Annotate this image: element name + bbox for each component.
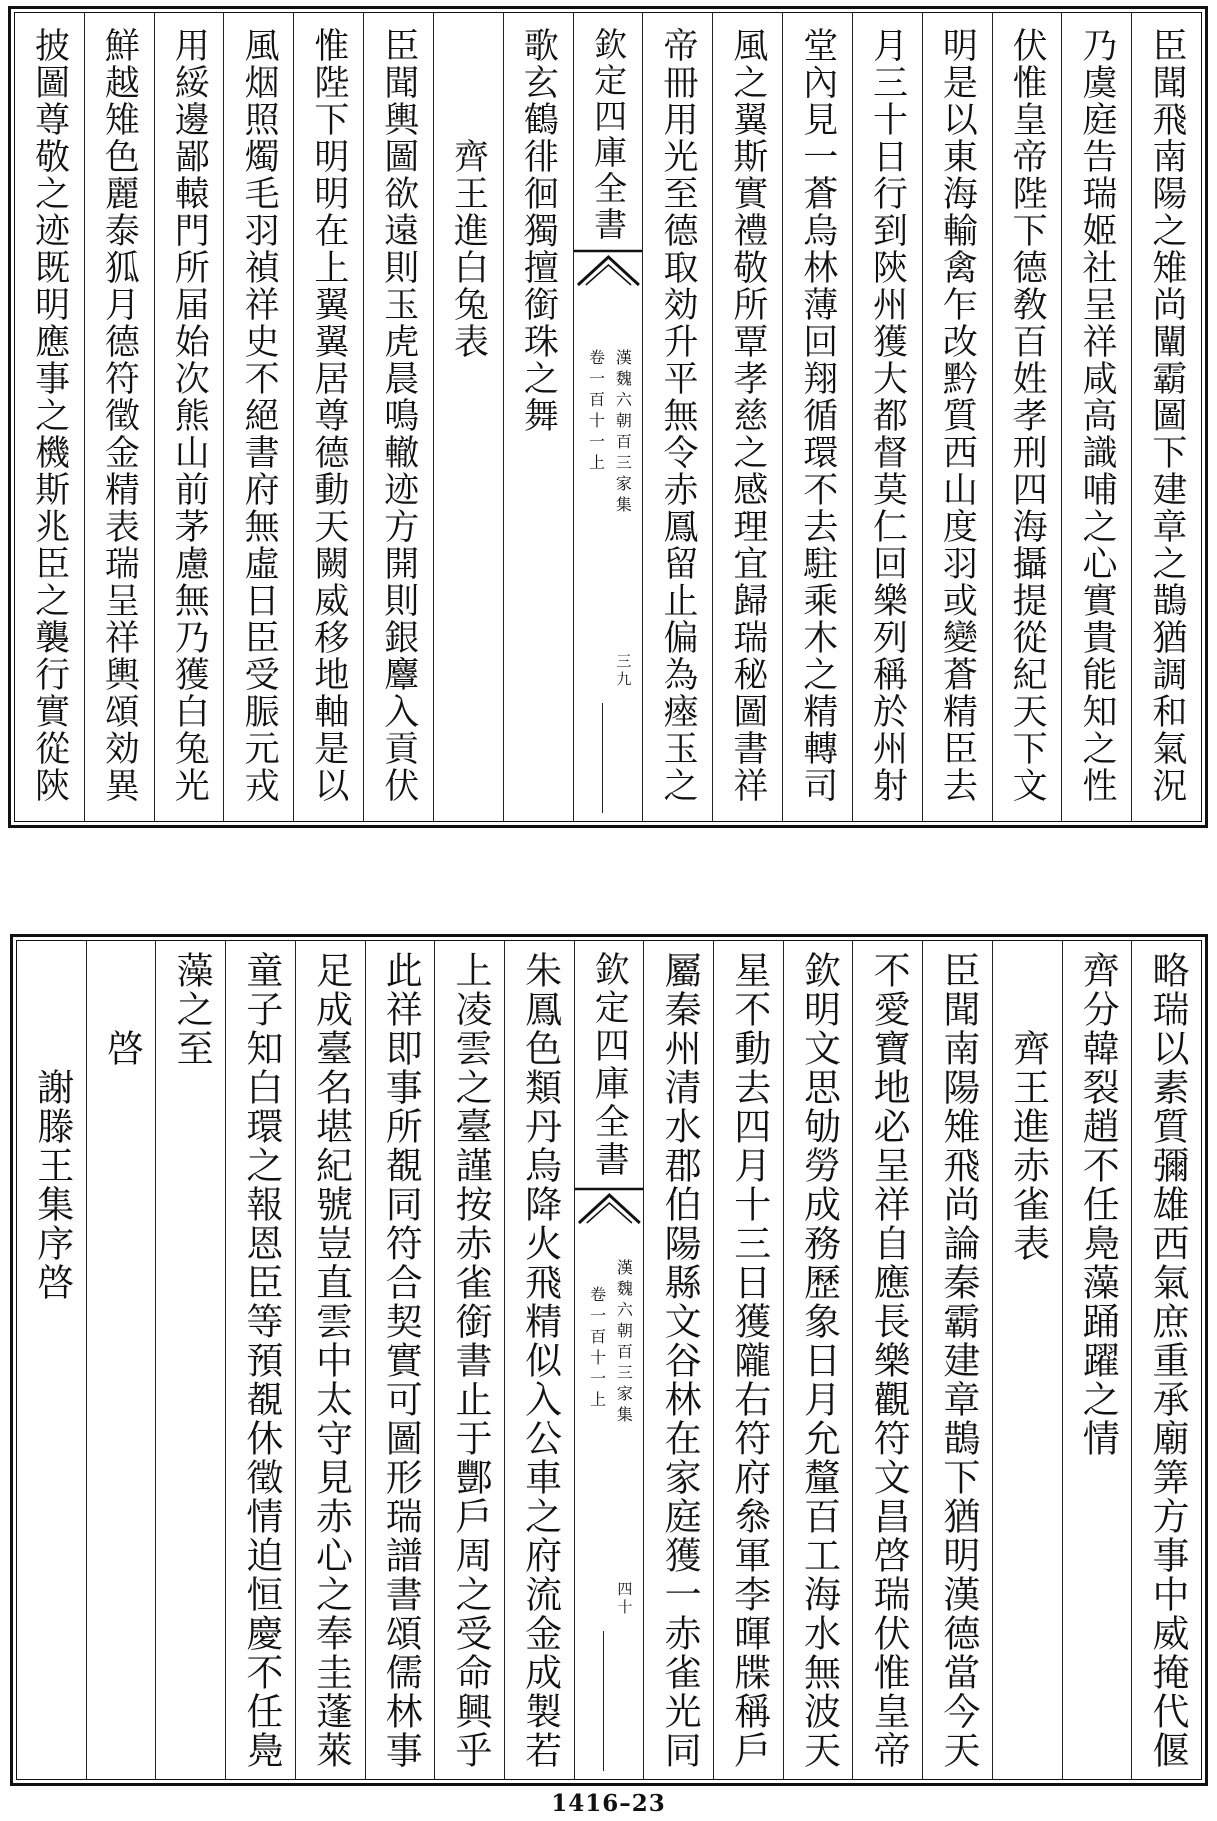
column-text: 童子知白環之報恩臣等預覩休徵情迫恒慶不任鳧 [239,951,283,1770]
leaf-number: 三九 [614,653,633,689]
column-text: 歌玄鶴徘徊獨擅銜珠之舞 [518,27,559,434]
column-text: 欽明文思劬勞成務歷象日月允釐百工海水無波天 [797,951,841,1770]
text-column [1062,941,1132,1779]
text-column [922,941,992,1779]
text-column [992,13,1062,821]
column-text: 披圖尊敬之迹既明應事之機斯兆臣之襲行實從陝 [29,27,70,804]
column-text: 屬秦州清水郡伯陽縣文谷林在家庭獲一赤雀光同 [658,951,702,1770]
section-title: 啓 [100,1029,144,1068]
column-text: 帝冊用光至德取効升平無令赤鳳留止偏為瘞玉之 [658,27,699,804]
volume-number: 卷一百十一上 [586,349,606,475]
column-text: 惟陛下明明在上翼翼居尊德動天闕威移地軸是以 [308,27,349,804]
column-text: 伏惟皇帝陛下德敎百姓孝刑四海攝提從紀天下文 [1007,27,1048,804]
column-text: 堂內見一蒼烏林薄回翔循環不去駐乘木之精轉司 [797,27,838,804]
column-text: 臣聞飛南陽之雉尚闡霸圖下建章之鵲猶調和氣況 [1146,27,1187,804]
text-column [225,941,295,1779]
volume-number: 卷一百十一上 [587,1286,607,1412]
text-column [783,941,853,1779]
bottom-page [10,934,1208,1786]
column-text: 藻之至 [170,951,214,1068]
column-text: 臣聞南陽雉飛尚論秦霸建章鵲下猶明漢德當今天 [936,951,980,1770]
column-text: 足成臺名堪紀號豈直雲中太守見赤心之奉圭蓬萊 [309,951,353,1770]
text-column [713,941,783,1779]
column-text: 臣聞輿圖欲遠則玉虎晨鳴轍迹方開則銀麞入貢伏 [378,27,419,804]
center-rule [602,703,603,813]
column-text: 乃虞庭告瑞姬社呈祥咸高識哺之心實貴能知之性 [1077,27,1117,804]
page-frame [16,940,1202,1780]
text-column [712,13,782,821]
section-title-column [86,941,156,1779]
column-text: 鮮越雉色麗泰狐月德符徵金精表瑞呈祥輿頌効異 [99,27,140,804]
text-column [922,13,992,821]
fish-tail-icon [575,1187,644,1227]
text-column [155,941,225,1779]
text-column [223,13,293,821]
text-column [365,941,435,1779]
text-column [84,13,154,821]
section-title-column [992,941,1062,1779]
text-column [852,13,922,821]
text-column [642,13,712,821]
text-column [295,941,365,1779]
text-column [852,941,922,1779]
column-text: 用綏邊鄙轅門所届始次熊山前茅慮無乃獲白兔光 [169,27,210,804]
center-rule [603,1631,604,1771]
text-column [363,13,433,821]
section-title-column [17,941,86,1779]
text-column [1131,941,1201,1779]
section-title-column [433,13,503,821]
text-column [1131,13,1201,821]
collection-title: 漢魏六朝百三家集 [613,349,633,517]
text-column [504,941,574,1779]
center-fold-banner [573,13,643,821]
text-column [15,13,84,821]
collection-title: 漢魏六朝百三家集 [614,1259,634,1427]
column-text: 月三十日行到陝州獲大都督莫仁回樂列稱於州射 [867,27,908,804]
section-title: 齊王進白兔表 [448,138,489,360]
text-column [503,13,573,821]
book-title: 欽定四庫全書 [589,27,629,243]
column-text: 風烟照燭毛羽禎祥史不絕書府無虛日臣受脤元戎 [239,27,280,804]
leaf-number: 四十 [615,1581,634,1617]
column-text: 上凌雲之臺謹按赤雀銜書止于酆戶周之受命興乎 [448,951,492,1770]
text-column [154,13,224,821]
text-column [1061,13,1131,821]
text-column [434,941,504,1779]
section-title: 齊王進赤雀表 [1006,1029,1050,1263]
center-fold-banner [574,941,644,1779]
column-text: 略瑞以素質彌雄西氣庶重承廟筭方事中威掩代偃 [1145,951,1189,1770]
text-column [643,941,713,1779]
text-column [782,13,852,821]
fish-tail-icon [574,249,643,289]
book-title: 欽定四庫全書 [589,951,630,1179]
column-text: 不愛寶地必呈祥自應長樂觀符文昌啓瑞伏惟皇帝 [867,951,911,1770]
column-text: 朱鳳色類丹烏降火飛精似入公車之府流金成製若 [518,951,562,1770]
page-number: 1416–23 [551,1790,666,1817]
top-page [8,6,1208,828]
page-frame [14,12,1202,822]
column-text: 明是以東海輸禽乍改黔質西山度羽或變蒼精臣去 [937,27,978,804]
section-title: 謝滕王集序啓 [30,1068,74,1302]
column-text: 此祥即事所覩同符合契實可圖形瑞譜書頌儒林事 [379,951,423,1770]
column-text: 風之翼斯實禮敬所覃孝慈之感理宜歸瑞秘圖書祥 [727,27,768,804]
text-column [293,13,363,821]
column-text: 星不動去四月十三日獲隴右符府叅軍李暉牒稱戶 [727,951,771,1770]
column-text: 齊分韓裂趙不任鳧藻踊躍之情 [1076,951,1120,1458]
